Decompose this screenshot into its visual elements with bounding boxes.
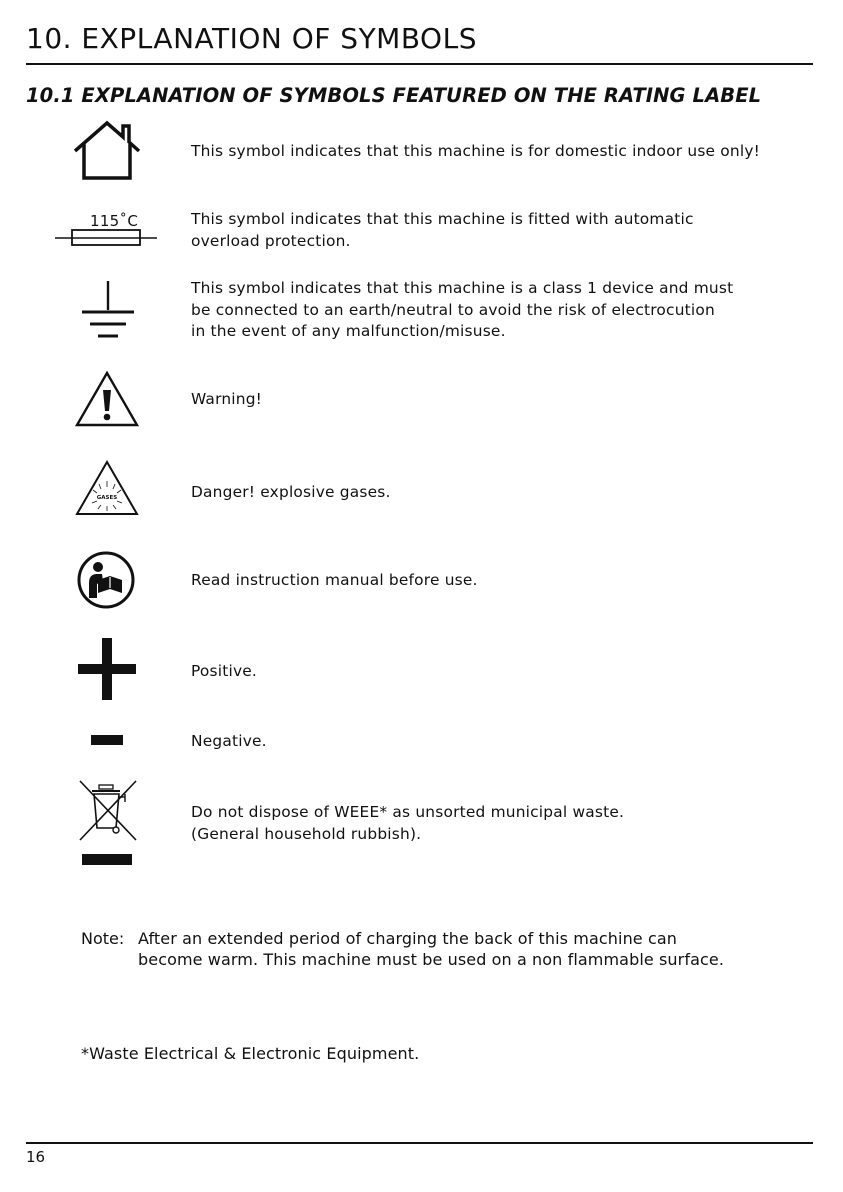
manual-symbol-text: Read instruction manual before use. [191,571,478,589]
negative-symbol-text: Negative. [191,732,267,750]
thermal-fuse-icon [55,228,157,248]
indoor-symbol-text: This symbol indicates that this machine is for domestic indoor use only! [191,142,761,160]
section-subtitle: 10.1 EXPLANATION OF SYMBOLS FEATURED ON THE RATING LABEL [26,84,762,107]
positive-symbol-text: Positive. [191,662,258,680]
earth-ground-icon [80,281,136,341]
text-line: become warm. This machine must be used on a non flammable surface. [138,949,725,969]
title-divider [26,63,813,65]
warning-triangle-icon [74,370,140,428]
danger-symbol-text: Danger! explosive gases. [191,483,391,501]
note-text [138,929,724,970]
note-label: Note: [81,929,125,948]
explosive-gases-icon [74,459,140,517]
text-line: (General household rubbish). [191,824,422,843]
section-title: 10. EXPLANATION OF SYMBOLS [26,22,477,55]
footer-divider [26,1142,813,1144]
warning-symbol-text: Warning! [191,390,263,408]
text-line: After an extended period of charging the back of this machine can [138,929,677,948]
read-manual-icon [76,550,136,610]
weee-footnote: *Waste Electrical & Electronic Equipment. [81,1044,420,1063]
page-number: 16 [26,1148,46,1166]
text-line: This symbol indicates that this machine is a class 1 device and must [191,279,734,297]
minus-icon [91,735,123,745]
fuse-temperature-label: 115˚C [90,212,139,230]
overload-symbol-text [191,209,694,252]
plus-icon [78,638,136,700]
text-line: This symbol indicates that this machine is fitted with automatic [191,210,694,228]
crossed-bin-icon [77,778,139,870]
text-line: Do not dispose of WEEE* as unsorted municipal waste. [191,803,625,821]
earth-symbol-text [191,278,733,343]
house-icon [72,120,142,182]
gases-label: GASES [96,495,118,501]
text-line: in the event of any malfunction/misuse. [191,322,506,340]
weee-symbol-text [191,802,624,845]
text-line: overload protection. [191,231,351,250]
text-line: be connected to an earth/neutral to avoid the risk of electrocution [191,300,715,319]
